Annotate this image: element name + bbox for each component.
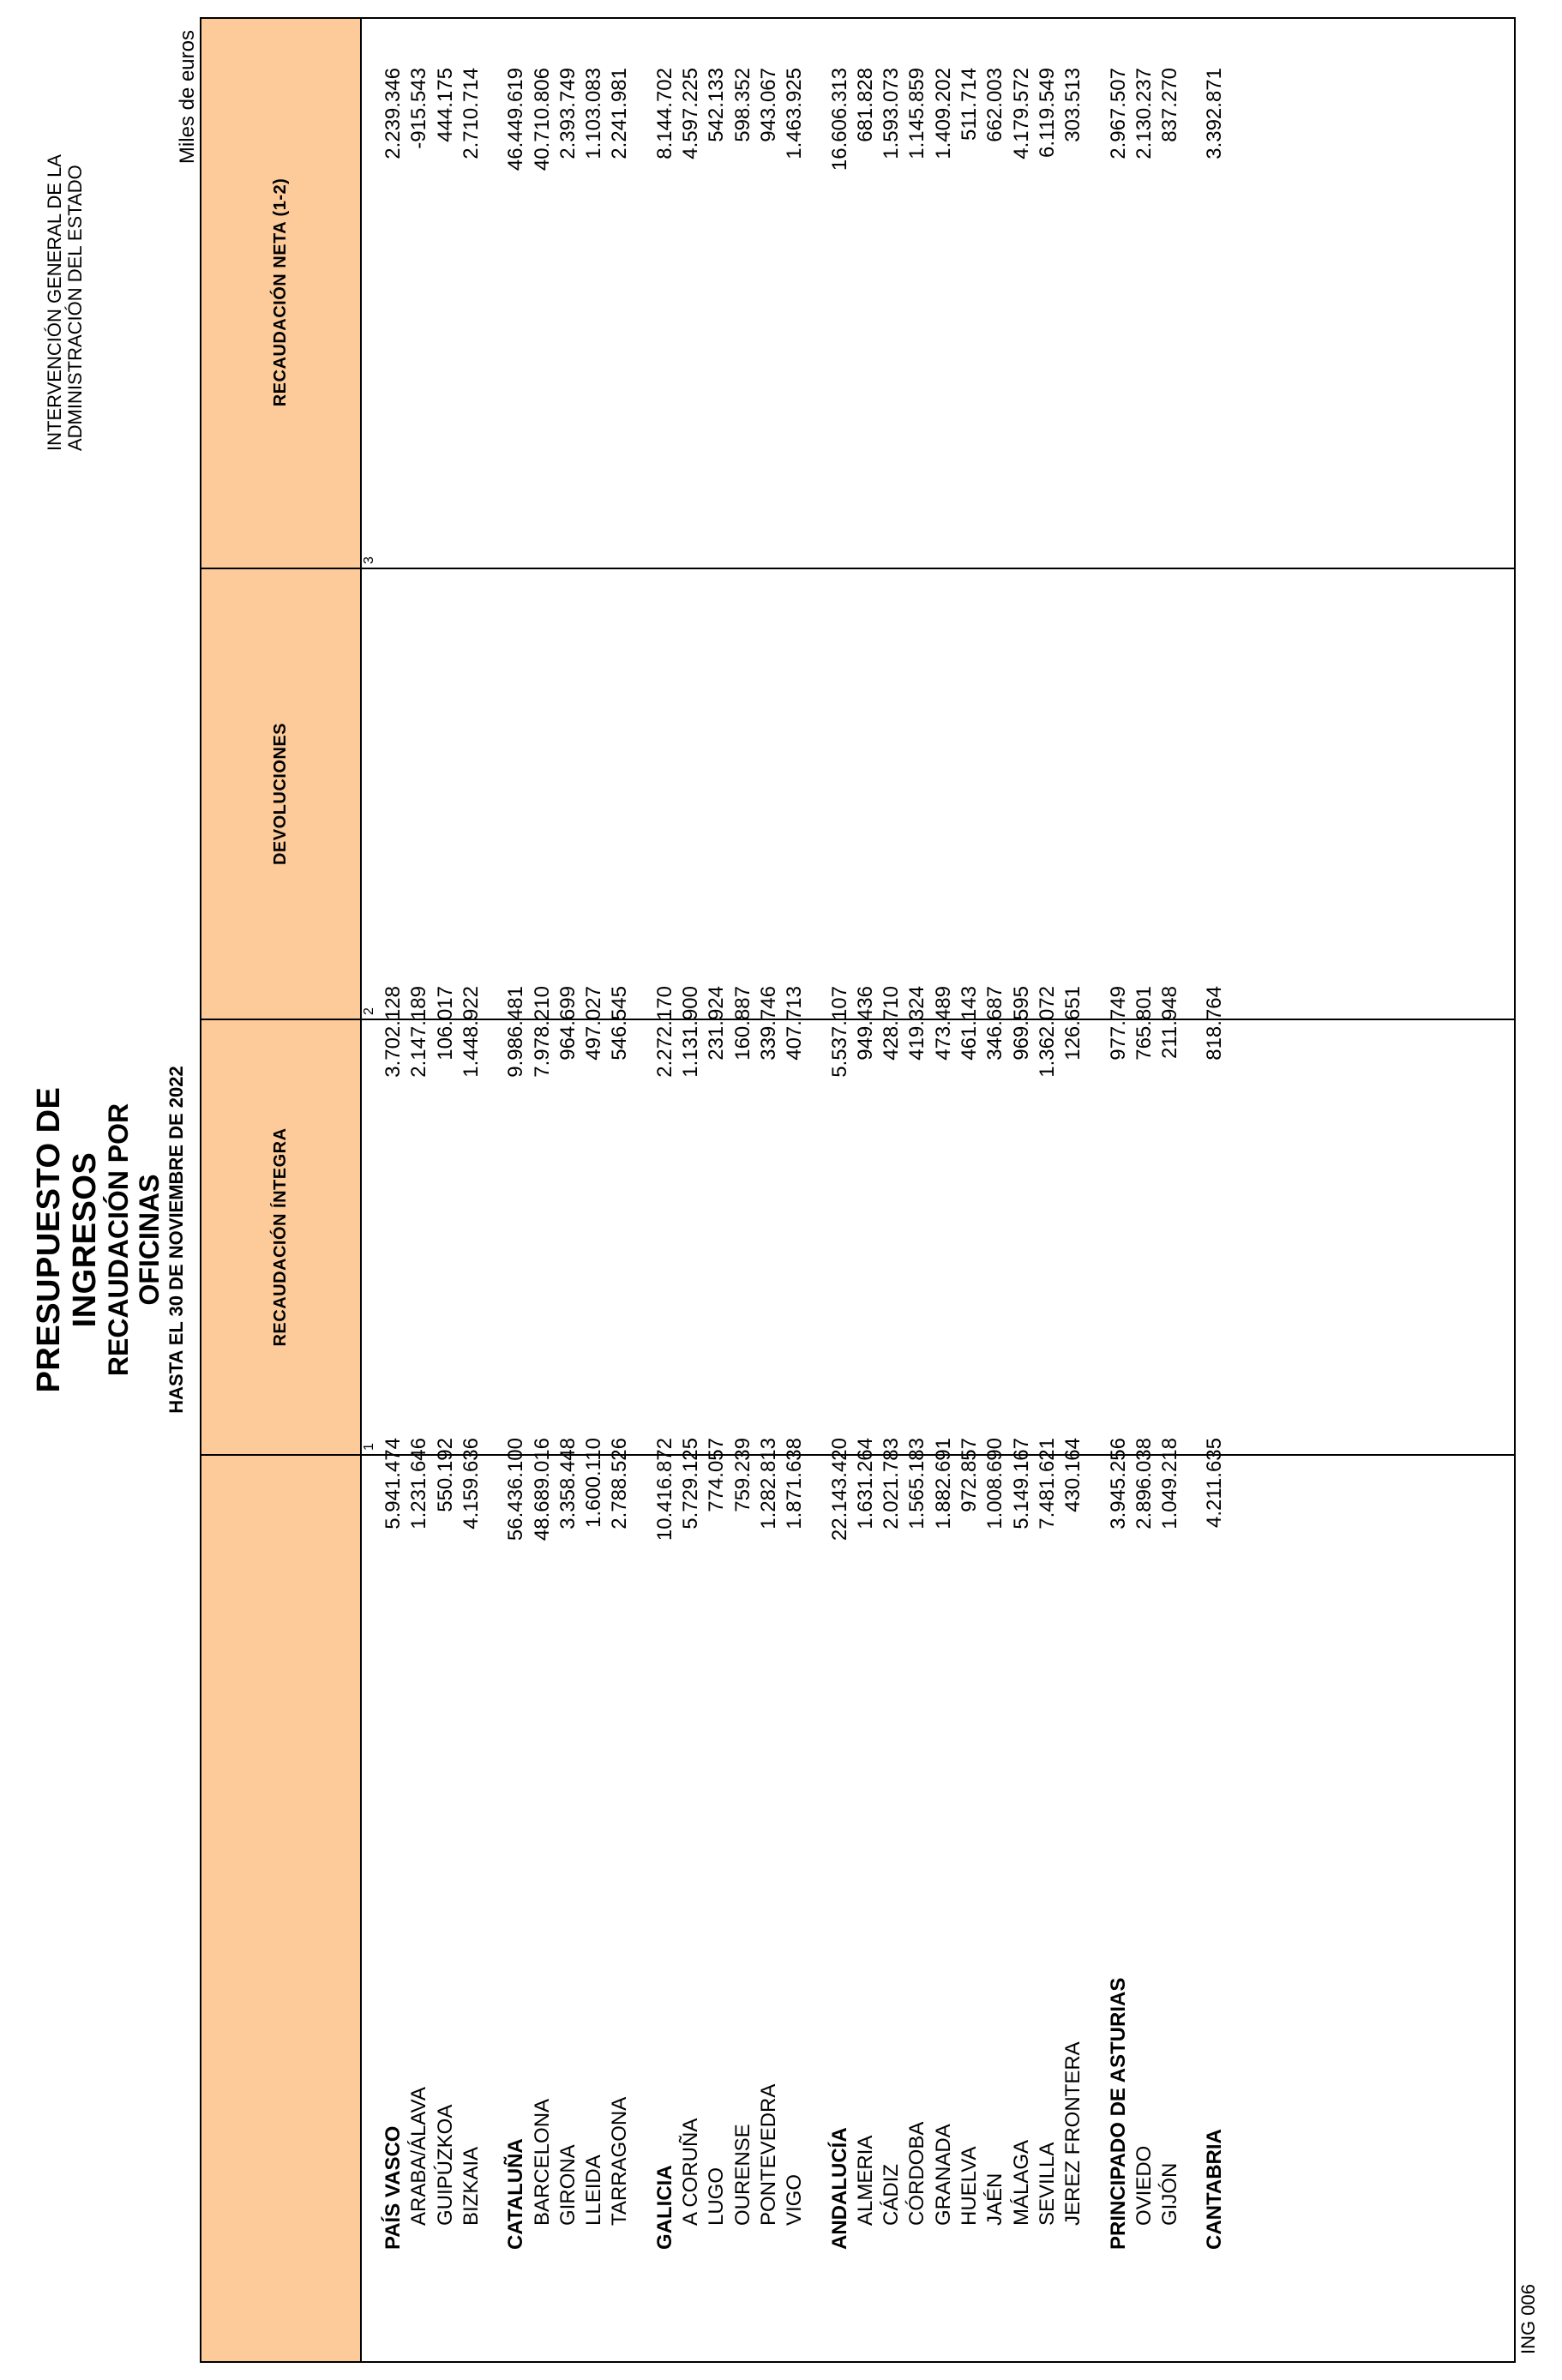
- value-devoluciones: 106.017: [433, 986, 457, 1061]
- value-neta: 2.393.749: [556, 68, 580, 159]
- value-integra: 48.689.016: [530, 1438, 554, 1542]
- value-neta: 542.133: [705, 68, 729, 142]
- table-row-office: [530, 19, 556, 2361]
- value-devoluciones: 160.887: [730, 986, 754, 1061]
- value-devoluciones: 9.986.481: [504, 986, 528, 1078]
- value-integra: 22.143.420: [827, 1438, 851, 1542]
- row-name: ARABA/ÁLAVA: [407, 2087, 431, 2226]
- row-name: LLEIDA: [582, 2155, 606, 2226]
- value-devoluciones: 1.131.900: [679, 986, 702, 1078]
- value-devoluciones: 546.545: [608, 986, 632, 1061]
- value-neta: 4.179.572: [1009, 68, 1033, 159]
- value-integra: 5.149.167: [1009, 1438, 1033, 1530]
- value-devoluciones: 419.324: [905, 986, 929, 1061]
- value-neta: -915.543: [407, 68, 431, 149]
- table-row-office: [556, 19, 581, 2361]
- report-titles: [31, 1051, 189, 1428]
- value-integra: 5.941.474: [381, 1438, 405, 1530]
- value-devoluciones: 211.948: [1158, 986, 1182, 1059]
- table-row-office: [853, 19, 879, 2361]
- table-row-region: [827, 19, 853, 2361]
- row-name: GRANADA: [931, 2124, 955, 2226]
- row-name: CÁDIZ: [880, 2164, 904, 2226]
- organization-line-1: INTERVENCIÓN GENERAL DE LA: [44, 154, 65, 451]
- value-devoluciones: 964.699: [556, 986, 580, 1061]
- value-devoluciones: 346.687: [983, 986, 1007, 1061]
- value-neta: 681.828: [853, 68, 877, 142]
- value-integra: 1.631.264: [853, 1438, 877, 1530]
- value-integra: 1.008.690: [983, 1438, 1007, 1530]
- value-devoluciones: 407.713: [783, 986, 807, 1061]
- value-devoluciones: 1.362.072: [1035, 986, 1059, 1078]
- table-row-region: [503, 19, 529, 2361]
- value-integra: 1.882.691: [931, 1438, 955, 1530]
- value-devoluciones: 5.537.107: [827, 986, 851, 1078]
- row-name: HUELVA: [958, 2146, 981, 2226]
- value-neta: 662.003: [983, 68, 1007, 142]
- value-neta: 511.714: [958, 68, 981, 141]
- row-name: JEREZ FRONTERA: [1061, 2041, 1085, 2226]
- revenue-table: [200, 17, 1516, 2363]
- value-integra: 5.729.125: [679, 1438, 702, 1530]
- value-neta: 3.392.871: [1203, 68, 1227, 159]
- value-devoluciones: 126.651: [1061, 986, 1085, 1061]
- table-row-office: [433, 19, 459, 2361]
- report-subtitle: RECAUDACIÓN POR OFICINAS: [103, 1103, 165, 1377]
- row-name: GIRONA: [556, 2144, 580, 2226]
- value-integra: 1.871.638: [783, 1438, 807, 1530]
- row-name: PAÍS VASCO: [381, 2125, 405, 2250]
- value-devoluciones: 7.978.210: [530, 986, 554, 1078]
- row-name: PRINCIPADO DE ASTURIAS: [1106, 1977, 1130, 2250]
- table-row-office: [1035, 19, 1060, 2361]
- value-integra: 1.282.813: [756, 1438, 780, 1530]
- table-row-office: [607, 19, 633, 2361]
- organization-name: [45, 22, 86, 451]
- value-neta: 1.145.859: [905, 68, 929, 159]
- row-name: LUGO: [705, 2167, 729, 2226]
- value-integra: 3.358.448: [556, 1438, 580, 1530]
- column-number-1: 1: [362, 1443, 376, 1451]
- value-integra: 56.436.100: [504, 1438, 528, 1542]
- value-neta: 8.144.702: [652, 68, 676, 159]
- value-integra: 2.788.526: [608, 1438, 632, 1530]
- table-row-region: [1106, 19, 1132, 2361]
- value-integra: 972.857: [958, 1438, 981, 1512]
- report-period: HASTA EL 30 DE NOVIEMBRE DE 2022: [165, 1066, 187, 1414]
- value-integra: 7.481.621: [1035, 1438, 1059, 1530]
- row-name: JAÉN: [983, 2173, 1007, 2226]
- value-integra: 1.049.218: [1158, 1438, 1182, 1530]
- value-neta: 2.241.981: [608, 68, 632, 159]
- value-neta: 1.463.925: [783, 68, 807, 159]
- table-row-office: [931, 19, 957, 2361]
- value-devoluciones: 231.924: [705, 986, 729, 1061]
- table-row-office: [1009, 19, 1035, 2361]
- value-neta: 1.593.073: [880, 68, 904, 159]
- row-name: BIZKAIA: [459, 2146, 483, 2226]
- value-devoluciones: 3.702.128: [381, 986, 405, 1078]
- value-neta: 46.449.619: [504, 68, 528, 171]
- value-devoluciones: 949.436: [853, 986, 877, 1061]
- row-name: BARCELONA: [530, 2098, 554, 2226]
- row-name: CANTABRIA: [1203, 2129, 1227, 2250]
- value-neta: 1.409.202: [931, 68, 955, 159]
- row-name: VIGO: [783, 2173, 807, 2226]
- value-integra: 2.021.783: [880, 1438, 904, 1530]
- value-integra: 774.057: [705, 1438, 729, 1512]
- value-devoluciones: 2.147.189: [407, 986, 431, 1078]
- row-name: SEVILLA: [1035, 2142, 1059, 2226]
- value-devoluciones: 497.027: [582, 986, 606, 1061]
- table-row-office: [406, 19, 432, 2361]
- table-row-office: [982, 19, 1008, 2361]
- value-neta: 943.067: [756, 68, 780, 142]
- value-neta: 40.710.806: [530, 68, 554, 171]
- row-name: OURENSE: [730, 2124, 754, 2226]
- value-integra: 759.239: [730, 1438, 754, 1512]
- row-name: GALICIA: [652, 2165, 676, 2250]
- table-row-office: [756, 19, 782, 2361]
- table-row-office: [704, 19, 730, 2361]
- row-name: TARRAGONA: [608, 2096, 632, 2226]
- table-row-region: [652, 19, 678, 2361]
- row-name: PONTEVEDRA: [756, 2083, 780, 2226]
- value-integra: 550.192: [433, 1438, 457, 1512]
- value-devoluciones: 428.710: [880, 986, 904, 1061]
- value-integra: 4.211.635: [1203, 1438, 1227, 1528]
- column-header-devoluciones: DEVOLUCIONES: [271, 722, 290, 866]
- value-neta: 303.513: [1061, 68, 1085, 142]
- value-neta: 1.103.083: [582, 68, 606, 159]
- units-label: Miles de euros: [176, 30, 199, 165]
- row-name: CÓRDOBA: [905, 2121, 929, 2226]
- row-name: A CORUÑA: [679, 2118, 702, 2226]
- value-devoluciones: 818.764: [1203, 986, 1227, 1061]
- table-row-office: [957, 19, 982, 2361]
- column-number-2: 2: [362, 1007, 376, 1015]
- value-neta: 16.606.313: [827, 68, 851, 171]
- organization-line-2: ADMINISTRACIÓN DEL ESTADO: [64, 165, 86, 451]
- row-name: ALMERIA: [853, 2135, 877, 2226]
- report-code: ING 006: [1517, 2284, 1539, 2354]
- row-name: OVIEDO: [1132, 2145, 1156, 2226]
- table-row-office: [904, 19, 930, 2361]
- value-devoluciones: 765.801: [1132, 986, 1156, 1061]
- value-neta: 4.597.225: [679, 68, 702, 159]
- value-neta: 2.710.714: [459, 68, 483, 159]
- value-neta: 2.239.346: [381, 68, 405, 159]
- value-neta: 6.119.549: [1035, 68, 1059, 158]
- table-row-office: [782, 19, 808, 2361]
- value-devoluciones: 1.448.922: [459, 986, 483, 1078]
- column-header-integra: RECAUDACIÓN ÍNTEGRA: [271, 1127, 290, 1347]
- table-row-office: [730, 19, 756, 2361]
- report-title: PRESUPUESTO DE INGRESOS: [31, 1086, 103, 1393]
- value-integra: 430.164: [1061, 1438, 1085, 1512]
- table-row-office: [1157, 19, 1183, 2361]
- table-row-office: [581, 19, 607, 2361]
- column-header-neta: RECAUDACIÓN NETA (1-2): [271, 177, 290, 407]
- table-row-region: [381, 19, 406, 2361]
- value-devoluciones: 2.272.170: [652, 986, 676, 1078]
- value-devoluciones: 461.143: [958, 986, 981, 1061]
- value-neta: 598.352: [730, 68, 754, 142]
- table-row-office: [459, 19, 484, 2361]
- row-name: ANDALUCÍA: [827, 2127, 851, 2250]
- row-name: GUIPÚZKOA: [433, 2104, 457, 2226]
- row-name: GIJÓN: [1158, 2162, 1182, 2226]
- value-integra: 1.231.646: [407, 1438, 431, 1530]
- table-row-region: [1202, 19, 1228, 2361]
- table-row-office: [879, 19, 904, 2361]
- value-neta: 837.270: [1158, 68, 1182, 142]
- value-devoluciones: 473.489: [931, 986, 955, 1061]
- value-devoluciones: 339.746: [756, 986, 780, 1061]
- value-neta: 2.130.237: [1132, 68, 1156, 159]
- value-devoluciones: 977.749: [1106, 986, 1130, 1061]
- value-neta: 444.175: [433, 68, 457, 142]
- value-devoluciones: 969.595: [1009, 986, 1033, 1061]
- row-name: MÁLAGA: [1009, 2139, 1033, 2226]
- value-integra: 1.565.183: [905, 1438, 929, 1530]
- column-number-3: 3: [362, 556, 376, 564]
- table-row-office: [1132, 19, 1157, 2361]
- table-row-office: [1060, 19, 1086, 2361]
- table-row-office: [678, 19, 704, 2361]
- value-integra: 10.416.872: [652, 1438, 676, 1542]
- value-integra: 1.600.110: [582, 1438, 606, 1528]
- value-integra: 2.896.038: [1132, 1438, 1156, 1530]
- row-name: CATALUÑA: [504, 2138, 528, 2250]
- value-integra: 4.159.636: [459, 1438, 483, 1530]
- value-neta: 2.967.507: [1106, 68, 1130, 159]
- value-integra: 3.945.256: [1106, 1438, 1130, 1530]
